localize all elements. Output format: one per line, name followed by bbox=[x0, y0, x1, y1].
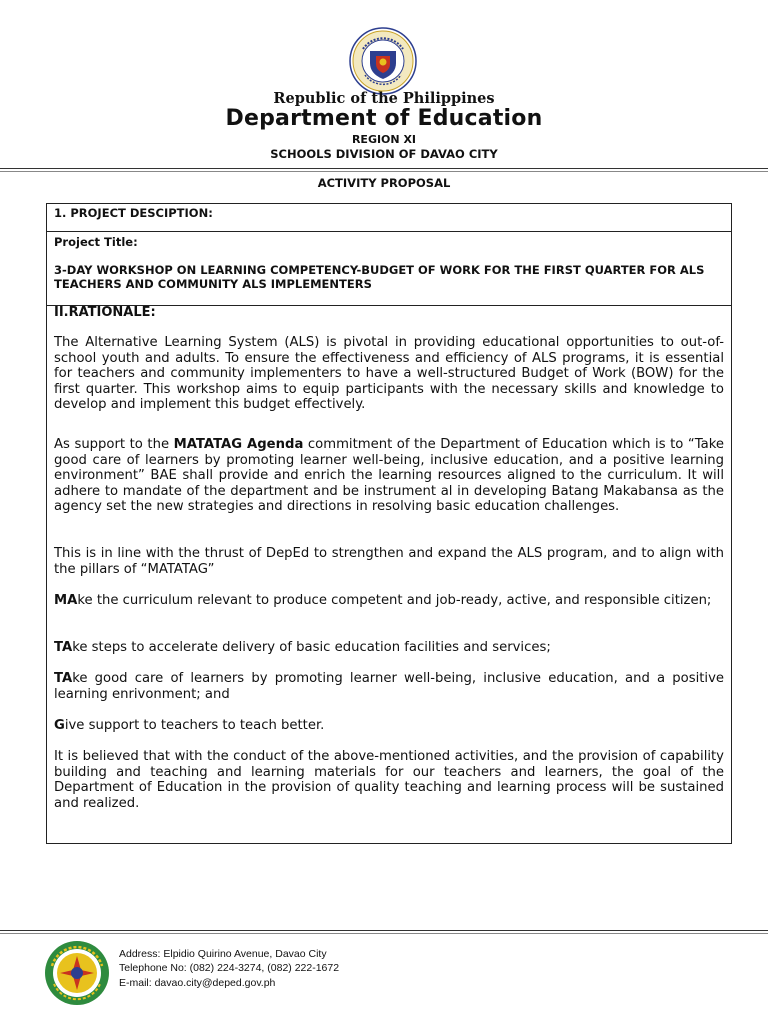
pillar-text: ive support to teachers to teach better. bbox=[64, 718, 325, 733]
pillar-text: ke good care of learners by promoting learner well-being, inclusive education, and a positive learning enrivonment; and bbox=[54, 671, 724, 702]
pillar-acronym: TA bbox=[54, 640, 73, 655]
rationale-paragraph-2 bbox=[54, 437, 724, 515]
republic-heading: Republic of the Philippines bbox=[273, 90, 495, 107]
pillar-text: ke steps to accelerate delivery of basic education facilities and services; bbox=[72, 640, 551, 655]
rationale-paragraph-1: The Alternative Learning System (ALS) is pivotal in providing educational opportunities to out-of-school youth and adults. To ensure the effectiveness and efficiency of ALS programs, it is essential for teachers and community implementers to have a well-structured Budget of Work (BOW) for the first quarter. This workshop aims to equip participants with the necessary skills and knowledge to develop and implement this budget effectively. bbox=[54, 335, 724, 413]
pillar-acronym: MA bbox=[54, 593, 78, 608]
rationale-paragraph-closing: It is believed that with the conduct of the above-mentioned activities, and the provision of capability building and teaching and learning materials for our teachers and learners, the goal of the Department of Education in the provision of quality teaching and learning process will be sustained and realized. bbox=[54, 749, 724, 811]
footer-email: E-mail: davao.city@deped.gov.ph bbox=[119, 977, 276, 989]
deped-seal-icon bbox=[349, 27, 417, 95]
footer-divider-thin bbox=[0, 933, 768, 934]
pillar-text: ke the curriculum relevant to produce competent and job-ready, active, and responsible citizen; bbox=[77, 593, 712, 608]
footer-divider bbox=[0, 930, 768, 931]
matatag-agenda-emphasis: MATATAG Agenda bbox=[173, 437, 304, 452]
project-description-heading: 1. PROJECT DESCIPTION: bbox=[54, 206, 213, 220]
paragraph-text: commitment of the Department of Education which is to “Take good care of learners by promoting learner well-being, inclusive education, and a positive learning environment” BAE shall provide and enrich the learning resources aligned to the curriculum. It will adhere to mandate of the department and be instrument al in developing Batang Makabansa as the agency set the new strategies and directions in resolving basic education challenges. bbox=[54, 437, 724, 515]
division-logo-icon bbox=[44, 940, 110, 1006]
project-title-text: 3-DAY WORKSHOP ON LEARNING COMPETENCY-BUDGET OF WORK FOR THE FIRST QUARTER FOR ALS TEACHERS AND COMMUNITY ALS IMPLEMENTERS bbox=[54, 263, 705, 291]
header-divider bbox=[0, 168, 768, 169]
document-type-title: ACTIVITY PROPOSAL bbox=[317, 176, 451, 190]
region-heading: REGION XI bbox=[351, 133, 417, 146]
rationale-heading: II.RATIONALE: bbox=[54, 305, 156, 320]
pillar-item bbox=[54, 671, 724, 702]
rationale-paragraph-3: This is in line with the thrust of DepEd to strengthen and expand the ALS program, and to align with the pillars of “MATATAG” bbox=[54, 546, 724, 577]
pillar-item bbox=[54, 718, 724, 734]
footer-address: Address: Elpidio Quirino Avenue, Davao City bbox=[119, 948, 327, 960]
header-divider-thin bbox=[0, 171, 768, 172]
project-title-box bbox=[46, 231, 732, 306]
department-heading: Department of Education bbox=[225, 106, 543, 131]
pillar-item bbox=[54, 640, 724, 656]
pillar-acronym: G bbox=[54, 718, 65, 733]
pillar-acronym: TA bbox=[54, 671, 73, 686]
project-title-label: Project Title: bbox=[54, 235, 138, 249]
division-heading: SCHOOLS DIVISION OF DAVAO CITY bbox=[270, 147, 498, 161]
paragraph-text: As support to the bbox=[54, 437, 174, 452]
pillar-item bbox=[54, 593, 724, 609]
footer-telephone: Telephone No: (082) 224-3274, (082) 222-1672 bbox=[119, 962, 340, 974]
project-description-box bbox=[46, 203, 732, 232]
